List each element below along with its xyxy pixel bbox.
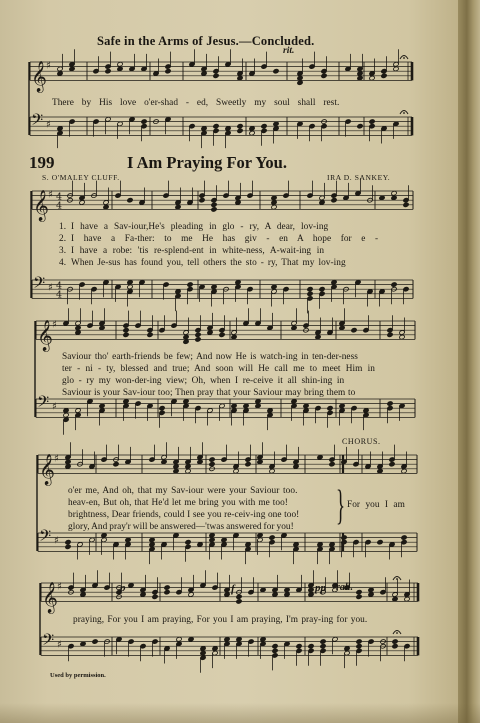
note-head [235,280,241,285]
verse-number: 4. [59,258,67,268]
note-head [272,644,278,649]
sharp-sign: ♯ [46,119,51,131]
note-head [243,403,249,408]
bass-clef: 𝄢 [33,274,46,296]
note-head [209,533,215,538]
verse-1-line-1 [59,221,328,233]
treble-clef: 𝄞 [37,319,53,351]
note-head [123,332,129,337]
dynamic-forte: f [231,583,235,595]
note-head [209,537,215,542]
note-head [173,464,179,469]
note-head [57,71,63,76]
note-head [201,126,207,131]
note-head [320,644,326,649]
note-head [236,599,242,604]
note-head [269,535,275,540]
note-head [80,641,86,646]
note-head [207,330,213,335]
note-head [404,596,410,601]
note-head [307,291,313,296]
note-head [199,198,205,203]
chorus-brace: } [336,483,346,529]
note-head [231,403,237,408]
note-head [140,592,146,597]
note-head [200,646,206,651]
hymn-composer: IRA D. SANKEY. [327,173,391,182]
note-head [123,328,129,333]
sharp-sign: ♯ [52,401,57,413]
note-head [195,337,201,342]
verse-1-line-2: Saviour tho' earth-friends be few; And now He is watch-ing in ten-der-ness [62,352,358,362]
note-head [329,462,335,467]
verse-4-line-1 [59,257,346,269]
note-head [401,535,407,540]
chorus-start: For you I am [347,500,405,510]
note-head [257,459,263,464]
note-head [185,464,191,469]
note-head [75,330,81,335]
note-head [392,639,398,644]
note-head [211,207,217,212]
note-head [369,75,375,80]
note-head [391,191,397,196]
bass-clef: 𝄢 [39,527,52,549]
note-head [368,592,374,597]
note-head [125,537,131,542]
note-head [315,334,321,339]
note-head [356,644,362,649]
sharp-sign: ♯ [52,319,57,331]
note-head [357,75,363,80]
note-head [293,464,299,469]
note-head [201,71,207,76]
note-head [331,280,337,285]
verse-3-line-2: glo - ry my won-der-ing view; Oh, when I re-ceive it all shin-ing in [62,376,345,386]
time-signature: 4 [56,289,63,301]
hymn-title: I Am Praying For You. [127,153,287,172]
note-head [236,594,242,599]
note-head [80,592,86,597]
note-head [149,542,155,547]
note-head [188,637,194,642]
note-head [65,544,71,549]
note-head [65,464,71,469]
verse-text: I have a robe: 'tis re-splend-ent in white-ness, A-wait-ing in [71,246,325,256]
note-head [79,200,85,205]
bass-clef: 𝄢 [37,393,50,415]
note-head [401,468,407,473]
treble-clef: 𝄞 [31,60,47,92]
verse-number: 1. [59,222,67,232]
verse-2-line-2: ter - ni - ty, blessed and true; And soon will He call me to meet Him in [62,364,375,374]
verse-text: I have a Fa-ther: to me He has giv - en A hope for e - [71,234,379,244]
note-head [219,332,225,337]
note-head [249,126,255,131]
time-signature: 4 [56,280,63,292]
note-head [57,126,63,131]
note-head [183,399,189,404]
note-head [255,399,261,404]
note-head [379,195,385,200]
note-head [293,542,299,547]
note-head [320,639,326,644]
note-head [63,408,69,413]
note-head [173,468,179,473]
note-head [211,202,217,207]
note-head [212,646,218,651]
treble-clef: 𝄞 [39,453,55,485]
note-head [267,408,273,413]
note-head [209,462,215,467]
note-head [327,406,333,411]
note-head [237,124,243,129]
note-head [271,284,277,289]
note-head [393,66,399,71]
note-head [69,66,75,71]
note-head [351,328,357,333]
note-head [392,596,398,601]
note-head [187,282,193,287]
time-signature: 4 [56,191,63,203]
note-head [128,583,134,588]
verse-1-line-3: o'er me, And oh, that my Sav-iour were your Saviour too. [68,486,298,496]
note-head [297,80,303,85]
note-head [225,126,231,131]
note-head [269,468,275,473]
note-head [183,339,189,344]
note-head [389,462,395,467]
sharp-sign: ♯ [54,535,59,547]
note-head [260,587,266,592]
note-head [381,73,387,78]
note-head [195,332,201,337]
note-head [75,408,81,413]
verse-2-line-3: heav-en, But oh, that He'd let me bring you with me too! [68,498,288,508]
treble-clef: 𝄞 [42,581,58,613]
note-head [319,200,325,205]
note-head [224,637,230,642]
note-head [105,69,111,74]
note-head [403,202,409,207]
note-head [291,325,297,330]
note-head [356,594,362,599]
note-head [377,468,383,473]
note-head [197,459,203,464]
note-head [255,403,261,408]
note-head [233,468,239,473]
note-head [99,325,105,330]
note-head [127,198,133,203]
fermata-dot [396,632,398,634]
note-head [392,644,398,649]
note-head [152,594,158,599]
note-head [245,542,251,547]
note-head [200,650,206,655]
note-head [221,537,227,542]
note-head [164,585,170,590]
note-head [245,462,251,467]
note-head [307,287,313,292]
note-head [231,334,237,339]
note-head [339,403,345,408]
note-head [357,124,363,129]
note-head [308,644,314,649]
verse-3-line-3: brightness, Dear friends, could I see you re-ceiv-ing one too! [68,510,300,520]
note-head [317,542,323,547]
note-head [92,639,98,644]
note-head [176,637,182,642]
note-head [399,334,405,339]
note-head [260,637,266,642]
note-head [101,533,107,538]
note-head [356,639,362,644]
note-head [317,455,323,460]
verse-4-line-2: Saviour is your Sav-iour too; Then pray that your Saviour may bring them to [62,388,356,398]
note-head [183,334,189,339]
note-head [284,587,290,592]
sharp-sign: ♯ [48,282,53,294]
note-head [123,399,129,404]
note-head [271,204,277,209]
note-head [271,200,277,205]
verse-number: 3. [59,246,67,256]
note-head [257,533,263,538]
note-head [117,66,123,71]
note-head [224,592,230,597]
note-head [117,62,123,67]
note-head [236,637,242,642]
note-head [261,124,267,129]
note-head [273,121,279,126]
note-head [147,332,153,337]
sharp-sign: ♯ [48,189,53,201]
top-lyrics: There by His love o'er-shad - ed, Sweetly my soul shall rest. [52,98,340,108]
note-head [272,592,278,597]
time-signature: 4 [56,200,63,212]
note-head [185,540,191,545]
note-head [387,332,393,337]
note-head [188,592,194,597]
sharp-sign: ♯ [46,60,51,72]
note-head [113,462,119,467]
bass-clef: 𝄢 [31,111,44,133]
note-head [149,537,155,542]
dynamic-pianissimo: pp [315,582,326,594]
note-head [273,69,279,74]
note-head [391,282,397,287]
note-head [363,408,369,413]
verse-4-line-3: glory, And pray'r will be answered—'twas answered for you! [68,522,294,532]
note-head [308,587,314,592]
note-head [213,73,219,78]
note-head [284,592,290,597]
note-head [164,590,170,595]
note-head [308,592,314,597]
note-head [321,73,327,78]
fermata-dot [403,112,405,114]
note-head [356,590,362,595]
note-head [331,198,337,203]
verse-3-line-1 [59,245,324,257]
note-head [127,284,133,289]
note-head [175,204,181,209]
note-head [209,457,215,462]
rit-marking: rit. [283,46,295,56]
note-head [65,540,71,545]
chorus-label: CHORUS. [342,437,381,446]
note-head [249,130,255,135]
note-head [329,542,335,547]
note-head [319,287,325,292]
note-head [213,124,219,129]
sharp-sign: ♯ [54,453,59,465]
note-head [391,195,397,200]
note-head [368,587,374,592]
dynamic-piano: p [120,582,126,594]
note-head [175,289,181,294]
note-head [99,403,105,408]
note-head [75,325,81,330]
hymn-author: S. O'MALEY CLUFF. [42,173,120,182]
note-head [161,459,167,464]
note-head [271,195,277,200]
note-head [369,119,375,124]
note-head [103,204,109,209]
sharp-sign: ♯ [57,581,62,593]
note-head [296,644,302,649]
note-head [291,399,297,404]
permission-note: Used by permission. [50,672,106,679]
verse-number: 2. [59,234,67,244]
fermata-dot [396,578,398,580]
note-head [159,406,165,411]
note-head [185,468,191,473]
note-head [237,75,243,80]
note-head [357,71,363,76]
note-head [63,412,69,417]
note-head [165,69,171,74]
verse-text: I have a Sav-iour,He's pleading in glo - ry, A dear, lov-ing [71,222,329,232]
note-head [235,200,241,205]
note-head [237,128,243,133]
fermata-dot [403,57,405,59]
note-head [141,119,147,124]
note-head [303,403,309,408]
verse-text: When Je-sus has found you, tell others the sto - ry, That my lov-ing [71,258,346,268]
refrain-lyrics: praying, For you I am praying, For you I am praying, I'm pray-ing for you. [73,615,368,625]
sharp-sign: ♯ [57,639,62,651]
note-head [387,401,393,406]
note-head [127,280,133,285]
running-header: Safe in the Arms of Jesus.—Concluded. [97,34,315,48]
note-head [197,542,203,547]
verse-2-line-1 [59,233,378,245]
note-head [339,325,345,330]
note-head [272,648,278,653]
note-head [297,75,303,80]
rall-marking: rall. [336,582,353,593]
hymn-number: 199 [29,153,55,172]
note-head [65,459,71,464]
bass-clef: 𝄢 [42,631,55,653]
note-head [211,284,217,289]
note-head [377,540,383,545]
note-head [344,646,350,651]
treble-clef: 𝄞 [33,189,49,221]
